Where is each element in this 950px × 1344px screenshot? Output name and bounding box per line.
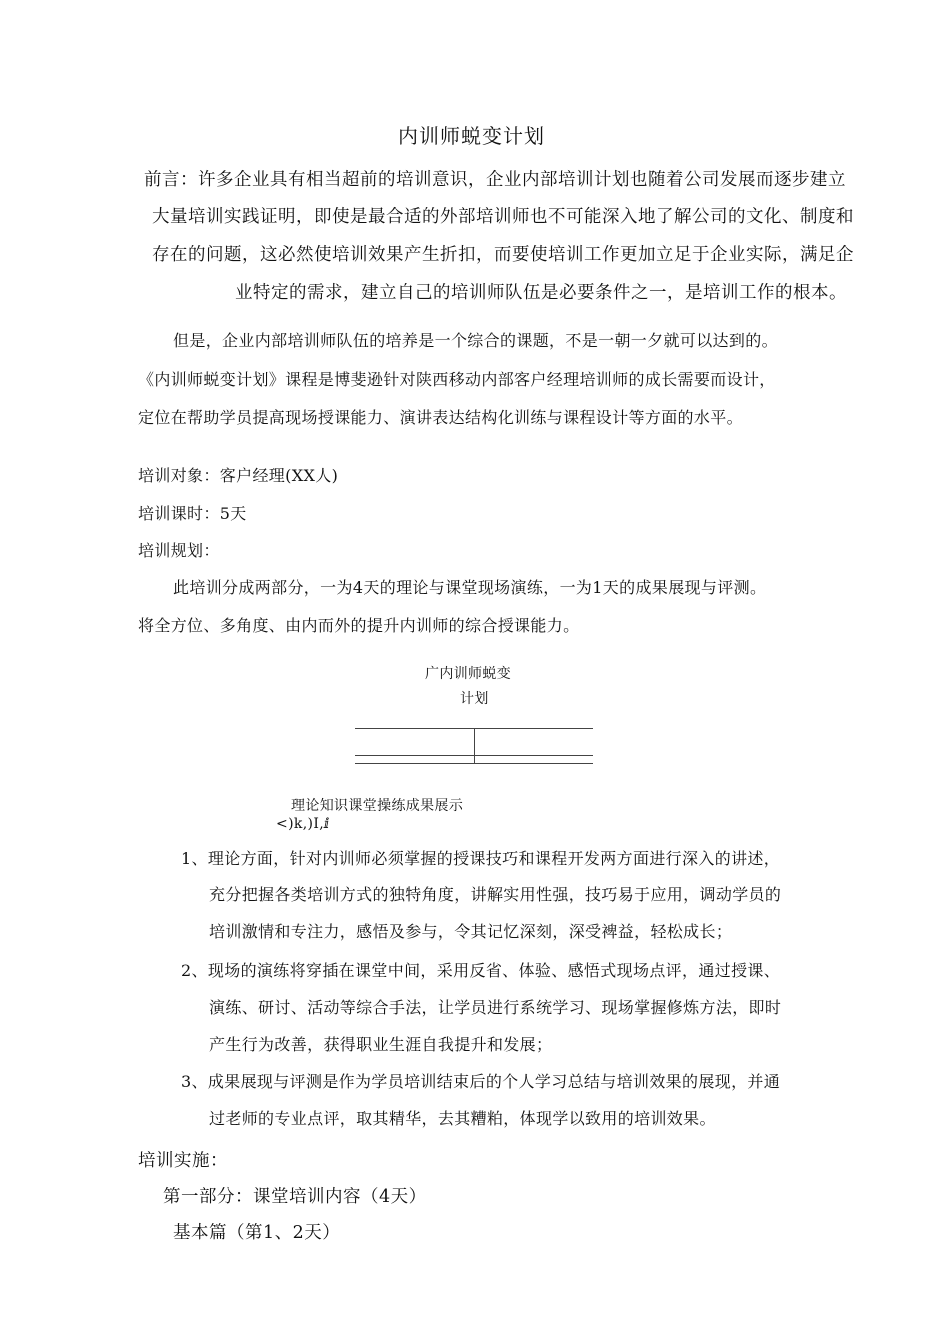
page-title: 内训师蜕变计划 — [398, 124, 545, 148]
diagram-branches: 理论知识课堂操练成果展示 — [291, 798, 464, 814]
basic-section-heading: 基本篇（第1、2天） — [173, 1223, 341, 1243]
diagram-divider — [474, 728, 475, 763]
diagram-middle-line — [355, 755, 593, 756]
list-item-1-line-3: 培训激情和专注力，感悟及参与，令其记忆深刻，深受裨益，轻松成长； — [209, 922, 733, 941]
diagram-bottom-line — [355, 763, 593, 764]
diagram-title-line-1: 广内训师蜕变 — [425, 666, 512, 682]
part-one-heading: 第一部分：课堂培训内容（4天） — [163, 1187, 427, 1207]
diagram-artifact: <)k,)I,ⅈ — [276, 816, 330, 832]
list-item-3-line-2: 过老师的专业点评，取其精华，去其糟粕，体现学以致用的培训效果。 — [209, 1109, 716, 1128]
training-hours: 培训课时：5天 — [138, 504, 247, 523]
training-target: 培训对象：客户经理(XX人) — [138, 466, 339, 485]
list-item-1-line-2: 充分把握各类培训方式的独特角度，讲解实用性强，技巧易于应用，调动学员的 — [209, 885, 782, 904]
list-item-2-line-2: 演练、研讨、活动等综合手法，让学员进行系统学习、现场掌握修炼方法，即时 — [209, 998, 782, 1017]
list-item-3-line-1: 3、成果展现与评测是作为学员培训结束后的个人学习总结与培训效果的展现，并通 — [181, 1072, 781, 1091]
implementation-heading: 培训实施： — [138, 1151, 228, 1171]
intro-line-2: 《内训师蜕变计划》课程是博斐逊针对陕西移动内部客户经理培训师的成长需要而设计， — [138, 370, 776, 389]
plan-line-1: 此培训分成两部分，一为4天的理论与课堂现场演练，一为1天的成果展现与评测。 — [173, 578, 767, 597]
list-item-2-line-1: 2、现场的演练将穿插在课堂中间，采用反省、体验、感悟式现场点评，通过授课、 — [181, 961, 781, 980]
intro-line-3: 定位在帮助学员提高现场授课能力、演讲表达结构化训练与课程设计等方面的水平。 — [138, 408, 743, 427]
list-item-1-line-1: 1、理论方面，针对内训师必须掌握的授课技巧和课程开发两方面进行深入的讲述， — [181, 849, 781, 868]
intro-line-1: 但是，企业内部培训师队伍的培养是一个综合的课题，不是一朝一夕就可以达到的。 — [173, 331, 778, 350]
preface-line-1: 前言：许多企业具有相当超前的培训意识，企业内部培训计划也随着公司发展而逐步建立 — [144, 170, 846, 190]
training-plan-label: 培训规划： — [138, 541, 220, 560]
preface-line-4: 业特定的需求，建立自己的培训师队伍是必要条件之一，是培训工作的根本。 — [235, 283, 847, 303]
plan-line-2: 将全方位、多角度、由内而外的提升内训师的综合授课能力。 — [138, 616, 580, 635]
list-item-2-line-3: 产生行为改善，获得职业生涯自我提升和发展； — [209, 1035, 553, 1054]
diagram-title-line-2: 计划 — [460, 691, 489, 707]
preface-line-3: 存在的问题，这必然使培训效果产生折扣，而要使培训工作更加立足于企业实际，满足企 — [152, 245, 854, 265]
preface-line-2: 大量培训实践证明，即使是最合适的外部培训师也不可能深入地了解公司的文化、制度和 — [152, 207, 854, 227]
